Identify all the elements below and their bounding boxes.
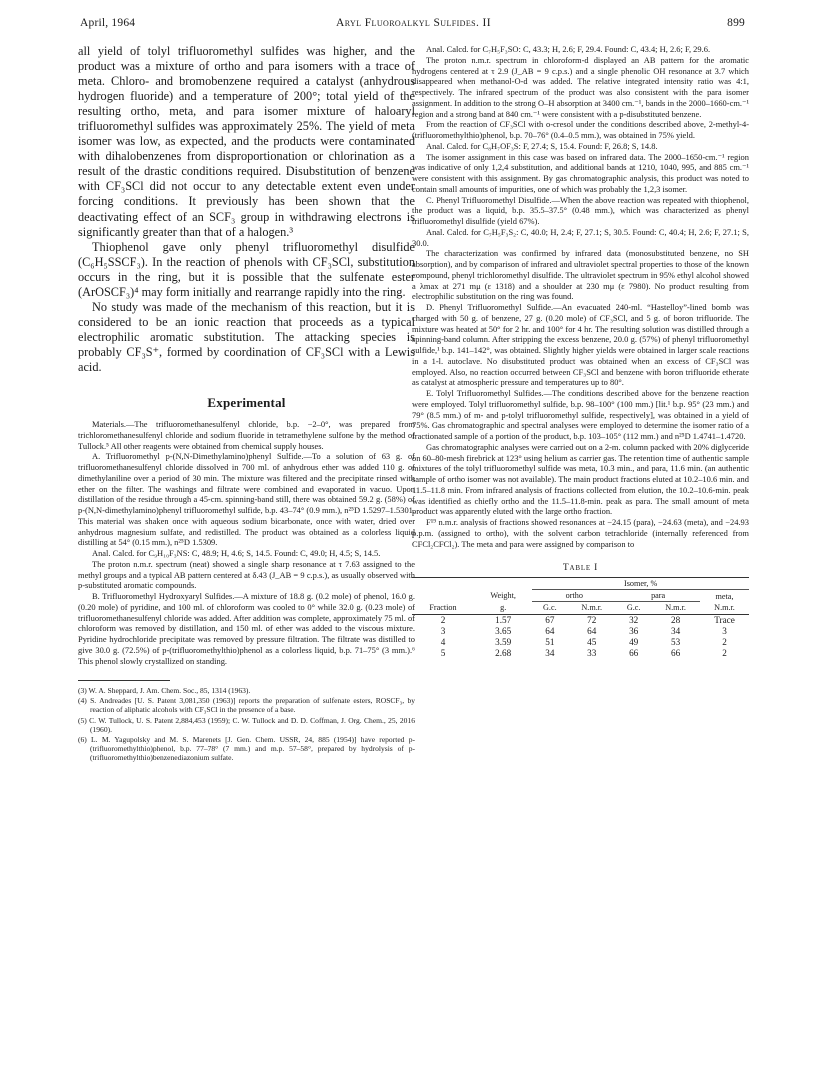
experimental-section [78,419,415,666]
table-cell: 36 [629,626,639,637]
table-cell: 64 [587,626,597,637]
table-subgroup-header: ortho [532,590,616,602]
table-group-header: Isomer, % [532,578,749,590]
table-cell: 49 [629,637,639,648]
table-cell: 3.59 [495,637,512,648]
table-cell: 3.65 [495,626,512,637]
table-cell: 4 [440,637,446,648]
paragraph: all yield of tolyl trifluoromethyl sulfides was higher, and the product was a mixture of ortho and para isomers with a trace of meta. Chloro- and bromobenzene required a catalyst (anhydrous hydrogen fluoride) and a temperature of 200°; total yield of the resulting ortho, meta, and para isomer mixture of haloaryl trifluoromethyl sulfides was approximately 25%. The yield of meta isomer was low, as expected, and the products were contaminated with dihalobenzenes from disproportionation or chlorination as a result of the drastic conditions required. Disubstitution of benzene with CF₃SCl did not occur to any detectable extent even under forcing conditions. It previously has been shown that the deactivating effect of an SCF₃ group in withdrawing electrons is significantly greater than that of a halogen.³ [78,44,415,239]
table-cell: 67 [545,615,555,626]
table-title: Table I [562,563,599,574]
table-cell: 3 [440,626,446,637]
table-row [412,637,749,648]
left-column [78,44,415,763]
discussion-section [78,44,415,375]
footnote: (5) C. W. Tullock, U. S. Patent 2,884,453 (1959); C. W. Tullock and D. D. Coffman, J. Org. Chem., 25, 2016 (1960). [78,715,415,734]
paragraph: The characterization was confirmed by infrared data (monosubstituted benzene, no SH absorption), and by comparison of infrared and ultraviolet spectral properties to those of the known compound, phenyl trichloromethyl disulfide. The ultraviolet spectrum in 95% ethyl alcohol showed a λmax at 271 mμ (ε 1318) and a shoulder at 230 mμ (ε 7980). No product resulting from electrophilic substitution on the ring was found. [412,248,749,302]
right-column [412,44,749,659]
table-cell: 72 [587,615,597,626]
running-header-date: April, 1964 [80,17,136,29]
paragraph-analysis: Anal. Calcd. for C₇H₅F₃S₂: C, 40.0; H, 2.4; F, 27.1; S, 30.5. Found: C, 40.4; H, 2.6; F, 27.1; S, 30.0. [412,226,749,248]
running-header-title: Aryl Fluoroalkyl Sulfides. II [336,17,491,29]
table-col-header: N.m.r. [651,602,700,615]
footnote-rule [78,680,170,681]
footnote: (6) L. M. Yagupolsky and M. S. Marenets [J. Gen. Chem. USSR, 24, 885 (1954)] have reported p-(trifluoromethylthio)phenol, b.p. 77–78° (7 mm.) and m.p. 57–58°, prepared by hydrolysis of p-(trifluoromethylthio)benzenediazonium sulfate. [78,734,415,762]
paragraph: F¹⁹ n.m.r. analysis of fractions showed resonances at −24.15 (para), −24.63 (meta), and −24.93 p.p.m. (assigned to ortho), with the solvent carbon tetrachloride (internally referenced from CFCl₂CFCl₂). The meta and para were assigned by comparison to [412,517,749,549]
table-cell: 3 [722,626,727,637]
table-col-header: Fraction [412,602,474,615]
table-cell: 32 [629,615,639,626]
paragraph: No study was made of the mechanism of this reaction, but it is considered to be an ionic reaction that proceeds as a typical electrophilic aromatic substitution. The attacking species is probably CF₃S⁺, formed by coordination of CF₃SCl with a Lewis acid. [78,299,415,374]
table-cell: 66 [670,648,681,659]
table-subgroup-header: meta, [715,591,734,601]
table-cell: 2 [440,615,446,626]
table-cell: 5 [440,648,446,659]
table-col-header: G.c. [616,602,651,615]
table-cell: 2 [722,637,727,648]
table-cell: 45 [587,637,597,648]
paragraph: The proton n.m.r. spectrum in chloroform-d displayed an AB pattern for the aromatic hydrogens centered at τ 2.9 (J_AB = 9 c.p.s.) and a single phenolic OH resonance at 3.7 which disappeared when methanol-O-d was added. The relative integrated intensity ratio was 4:1, respectively. The infrared spectrum of the product was also consistent with the para isomer assignment. In addition to the strong O–H absorption at 3400 cm.⁻¹, bands in the 2000–1660-cm.⁻¹ region and a strong band at 840 cm.⁻¹ were consistent with a p-disubstituted benzene. [412,54,749,119]
table-col-header: g. [474,602,532,615]
paragraph-procedure-d: D. Phenyl Trifluoromethyl Sulfide.—An evacuated 240-ml. “Hastelloy”-lined bomb was charged with 50 g. of benzene, 27 g. (0.20 mole) of CF₃SCl, and 5 g. of boron trifluoride. The mixture was heated at 50° for 2 hr. and 100° for 4 hr. The resulting solution was distilled through a spinning-band column. After stripping the excess benzene, 20.0 g. (57%) of phenyl trifluoromethyl sulfide,¹ b.p. 141–142°, was obtained. Slightly higher yields were obtained in larger scale reactions in a 1-l. autoclave. No disubstituted product was obtained when an excess of CF₃SCl was employed. Also, no reaction occurred between CF₃SCl and benzene with boron trifluoride etherate as catalyst at atmospheric pressure and temperatures up to 80°. [412,302,749,388]
table-cell: 66 [629,648,639,659]
paragraph-procedure-a: A. Trifluoromethyl p-(N,N-Dimethylamino)phenyl Sulfide.—To a solution of 63 g. of trifluoromethanesulfenyl chloride dissolved in 700 ml. of anhydrous ether was added 110 g. of dimethylaniline over a period of 30 min. The mixture was filtered and the precipitate rinsed with ether on the filter. The washings and filtrate were combined and evaporated in vacuo. Upon distillation of the residue through a 45-cm. spinning-band still, there was obtained 59.2 g. (58%) of p-(N,N-dimethylamino)phenyl trifluoromethyl sulfide, b.p. 43–74° (0.9 mm.), n²⁵D 1.5297–1.5301. This material was shaken once with aqueous sodium bicarbonate, once with water, dried over anhydrous magnesium sulfate, and redistilled. The product was obtained as a colorless liquid distilling at 54° (0.15 mm.), n²⁵D 1.5309. [78,451,415,548]
paragraph: Gas chromatographic analyses were carried out on a 2-m. column packed with 20% diglyceride on 60–80-mesh firebrick at 123° using helium as carrier gas. The retention time of authentic sample mixtures of the tolyl trifluoromethyl sulfide was meta, 10.3 min., and para, 11.6 min. (an authentic sample of ortho isomer was not available). The main product fractions eluted at 10.2–10.6 min. and 11.5–11.8 min. From infrared analysis of fractions collected from elution, the 10.2–10.6-min. peak was identified as chiefly ortho and the 11.5–11.8-min. peak as para. The small amount of meta product was apparently eluted with the large ortho fraction. [412,441,749,517]
paragraph-analysis: Anal. Calcd. for C₈H₇OF₃S: F, 27.4; S, 15.4. Found: F, 26.8; S, 14.8. [426,140,658,151]
table-cell: 64 [545,626,555,637]
table-cell: 34 [545,648,555,659]
footnote: (4) S. Andreades [U. S. Patent 3,081,350 (1963)] reports the preparation of sulfenate esters, ROSCF₃, by reaction of aliphatic alcohols with CF₃SCl in the presence of a base. [78,696,415,715]
table-subgroup-header: para [616,590,700,602]
table-cell: 2 [722,648,727,659]
table-cell: 28 [670,615,681,626]
paragraph-analysis: Anal. Calcd. for C₉H₁₀F₃NS: C, 48.9; H, 4.6; S, 14.5. Found: C, 49.0; H, 4.5; S, 14.5. [92,548,381,559]
table-col-header: N.m.r. [700,602,749,615]
paragraph-analysis: Anal. Calcd. for C₇H₅F₃SO: C, 43.3; H, 2.6; F, 29.4. Found: C, 43.4; H, 2.6; F, 29.6. [426,44,711,54]
paragraph-procedure-c: C. Phenyl Trifluoromethyl Disulfide.—When the above reaction was repeated with thiophenol, the product was a liquid, b.p. 35.5–37.5° (0.48 mm.), which was characterized as phenyl trifluoromethyl disulfide (yield 67%). [412,194,749,226]
table-cell: 34 [670,626,681,637]
footnote: (3) W. A. Sheppard, J. Am. Chem. Soc., 85, 1314 (1963). [78,686,251,696]
table-cell: 53 [670,637,681,648]
paragraph: From the reaction of CF₃SCl with o-cresol under the conditions described above, 2-methyl-4-(trifluoromethylthio)phenol, b.p. 70–76° (0.4–0.5 mm.), was obtained in 75% yield. [412,119,749,140]
table-row [412,615,749,627]
table-cell: 33 [587,648,597,659]
table-col-header: G.c. [532,602,567,615]
table-cell: 51 [545,637,555,648]
paragraph: Thiophenol gave only phenyl trifluoromethyl disulfide (C₆H₅SSCF₃). In the reaction of phenols with CF₃SCl, substitution occurs in the ring, but it is possible that the sulfenate ester (ArOSCF₃)⁴ may form initially and rearrange rapidly into the ring. [78,239,415,299]
isomer-table [412,577,749,659]
paragraph-nmr: The proton n.m.r. spectrum (neat) showed a single sharp resonance at τ 7.63 assigned to the methyl groups and a typical AB pattern centered at δ.43 (J_AB = 9 c.p.s.), as usually observed with p-substituted aromatic compounds. [78,558,415,591]
table-col-header: Weight, [490,591,516,601]
table-row [412,626,749,637]
table-row [412,648,749,659]
page-number: 899 [727,17,745,29]
footnotes [78,686,415,762]
paragraph: The isomer assignment in this case was based on infrared data. The 2000–1650-cm.⁻¹ region was indicative of only 1,2,4 substitution, and additional bands at 1210, 1040, 995, and 885 cm.⁻¹ were consistent with this assignment. By gas chromatographic analysis, this product was noted to contain small amounts of impurities, one of which was probably the 1,2,3 isomer. [412,151,749,194]
table-cell: 2.68 [495,648,512,659]
section-heading-experimental: Experimental [207,395,286,411]
paragraph-procedure-b: B. Trifluoromethyl Hydroxyaryl Sulfides.—A mixture of 18.8 g. (0.2 mole) of phenol, 16.0 g. (0.20 mole) of pyridine, and 100 ml. of chloroform was cooled to 0° while 32.0 g. (0.23 mole) of trifluoromethanesulfenyl chloride was added. After addition was complete, approximately 75 ml. of chloroform was removed by distillation, and 150 ml. of ether was added to the viscous mixture. Pyridine hydrochloride precipitate was removed by pressure filtration. The filtrate was distilled to give 30.0 g. (72.5%) of p-(trifluoromethylthio)phenol as a colorless liquid, b.p. 71–75° (3 mm.).⁶ This phenol slowly crystallized on standing. [78,591,415,666]
paragraph-materials: Materials.—The trifluoromethanesulfenyl chloride, b.p. −2–0°, was prepared from trichloromethanesulfenyl chloride and sodium fluoride in tetramethylene sulfone by the method of Tullock.⁵ All other reagents were obtained from chemical supply houses. [78,419,415,451]
table-col-header: N.m.r. [567,602,616,615]
table-cell: 1.57 [495,615,512,626]
paragraph-procedure-e: E. Tolyl Trifluoromethyl Sulfides.—The conditions described above for the benzene reaction were employed. Tolyl trifluoromethyl sulfide, b.p. 98–100° (100 mm.) [lit.¹ b.p. 95° (23 mm.) and 79° (8.5 mm.) of m- and p-tolyl trifluoromethyl sulfide, respectively], was obtained in a yield of 75%. Gas chromatographic and spectral analyses were employed to determine the isomer ratio of a fractionated sample of a portion of the product, b.p. 103–105° (112 mm.) and n²⁵D 1.4741–1.4720. [412,388,749,441]
table-cell: Trace [714,615,735,626]
